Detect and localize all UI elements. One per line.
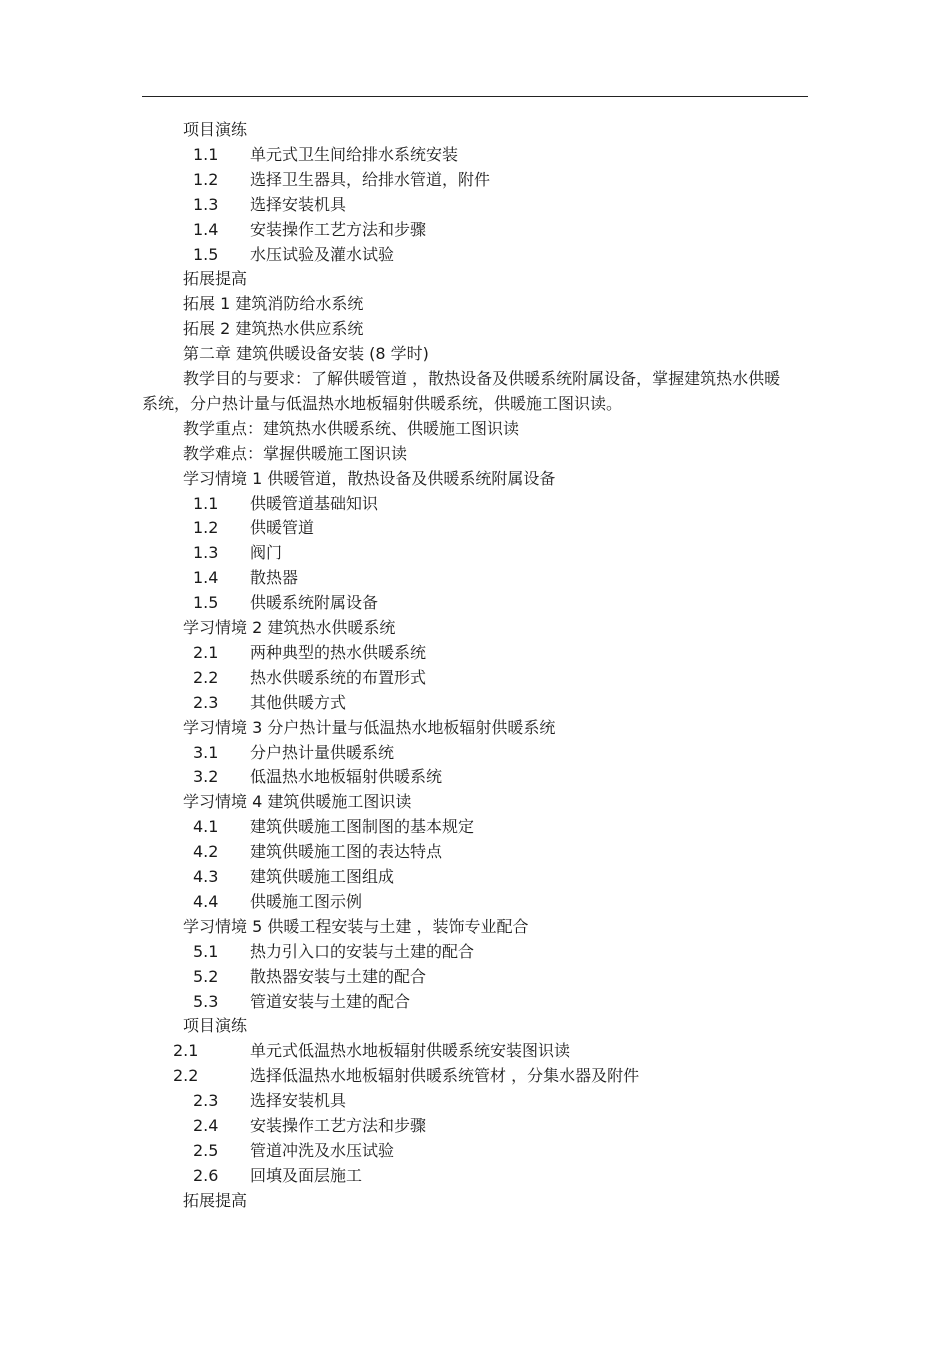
item-number: 5.2: [193, 966, 219, 986]
item-number: 1.5: [193, 244, 219, 264]
list-item: [0, 864, 950, 889]
item-text: 选择卫生器具，给排水管道，附件: [250, 169, 491, 189]
section-heading: 教学重点：建筑热水供暖系统、供暖施工图识读: [183, 418, 520, 438]
list-item: [0, 1138, 950, 1163]
item-number: 1.1: [193, 493, 219, 513]
item-text: 阀门: [250, 543, 283, 563]
item-text: 单元式卫生间给排水系统安装: [250, 144, 459, 164]
list-item: [0, 690, 950, 715]
list-item: [0, 167, 950, 192]
item-text: 管道冲洗及水压试验: [250, 1140, 395, 1160]
item-text: 水压试验及灌水试验: [250, 244, 395, 264]
section-heading: 学习情境 3 分户热计量与低温热水地板辐射供暖系统: [183, 717, 556, 737]
list-item: [0, 590, 950, 615]
item-number: 2.3: [193, 692, 219, 712]
item-number: 2.4: [193, 1116, 219, 1135]
item-number: 4.4: [193, 891, 219, 911]
section-heading: 项目演练: [183, 120, 248, 139]
list-item: [0, 192, 950, 217]
section-heading: 学习情境 2 建筑热水供暖系统: [183, 618, 396, 637]
item-number: 1.4: [193, 219, 219, 239]
item-text: 供暖施工图示例: [250, 891, 363, 911]
section-heading: 拓展 2 建筑热水供应系统: [183, 319, 364, 339]
list-item: [0, 491, 950, 516]
list-item: [0, 889, 950, 914]
item-number: 1.2: [193, 518, 219, 538]
item-text: 安装操作工艺方法和步骤: [250, 1116, 427, 1135]
item-number: 2.1: [193, 642, 219, 662]
item-text: 建筑供暖施工图组成: [250, 867, 395, 886]
item-text: 供暖系统附属设备: [250, 593, 379, 613]
item-text: 回填及面层施工: [250, 1165, 363, 1185]
item-text: 单元式低温热水地板辐射供暖系统安装图识读: [250, 1041, 571, 1061]
list-item: [0, 142, 950, 167]
item-number: 1.1: [193, 144, 219, 164]
list-item: [0, 764, 950, 789]
list-item: [0, 989, 950, 1014]
item-text: 建筑供暖施工图制图的基本规定: [250, 817, 475, 837]
item-text: 选择安装机具: [250, 1091, 347, 1111]
item-number: 1.5: [193, 593, 219, 613]
list-item: [0, 939, 950, 964]
item-text: 分户热计量供暖系统: [250, 742, 395, 762]
item-number: 2.3: [193, 1091, 219, 1111]
item-text: 散热器安装与土建的配合: [250, 966, 427, 986]
item-text: 散热器: [250, 568, 299, 588]
list-item: [0, 740, 950, 765]
item-number: 5.3: [193, 991, 219, 1011]
item-number: 2.1: [173, 1041, 199, 1061]
item-number: 5.1: [193, 941, 219, 961]
header-rule: [142, 96, 808, 97]
item-number: 3.2: [193, 767, 219, 787]
item-text: 低温热水地板辐射供暖系统: [250, 767, 443, 787]
item-number: 4.1: [193, 817, 219, 837]
item-text: 管道安装与土建的配合: [250, 991, 411, 1011]
item-number: 1.2: [193, 169, 219, 189]
list-item: [0, 217, 950, 242]
list-item: [0, 1113, 950, 1138]
item-text: 热水供暖系统的布置形式: [250, 667, 427, 687]
item-text: 其他供暖方式: [250, 692, 347, 712]
list-item: [0, 565, 950, 590]
item-number: 2.2: [193, 667, 219, 687]
item-number: 4.3: [193, 867, 219, 886]
list-item: [0, 1088, 950, 1113]
section-heading: 拓展提高: [183, 269, 248, 289]
section-heading: 学习情境 4 建筑供暖施工图识读: [183, 792, 412, 812]
item-text: 选择低温热水地板辐射供暖系统管材 ，分集水器及附件: [250, 1066, 640, 1086]
list-item: [0, 1163, 950, 1188]
list-item: [0, 1038, 950, 1063]
section-heading: 学习情境 1 供暖管道，散热设备及供暖系统附属设备: [183, 468, 556, 488]
item-number: 2.6: [193, 1165, 219, 1185]
section-heading: 拓展提高: [183, 1190, 248, 1210]
item-number: 1.3: [193, 543, 219, 563]
list-item: [0, 665, 950, 690]
list-item: [0, 540, 950, 565]
section-heading: 拓展 1 建筑消防给水系统: [183, 294, 364, 314]
list-item: [0, 1063, 950, 1088]
item-text: 两种典型的热水供暖系统: [250, 642, 427, 662]
item-number: 2.2: [173, 1066, 199, 1086]
section-heading: 学习情境 5 供暖工程安装与土建 ，装饰专业配合: [183, 916, 529, 936]
list-item: [0, 839, 950, 864]
paragraph-objectives: 教学目的与要求：了解供暖管道 ，散热设备及供暖系统附属设备，掌握建筑热水供暖系统，分户热计量与低温热水地板辐射供暖系统，供暖施工图识读。: [142, 369, 781, 413]
item-number: 2.5: [193, 1140, 219, 1160]
list-item: [0, 242, 950, 267]
list-item: [0, 964, 950, 989]
section-heading: 教学难点：掌握供暖施工图识读: [183, 443, 408, 463]
item-text: 安装操作工艺方法和步骤: [250, 219, 427, 239]
item-text: 热力引入口的安装与土建的配合: [250, 941, 475, 961]
item-number: 4.2: [193, 842, 219, 862]
section-heading: 项目演练: [183, 1016, 248, 1036]
item-number: 1.3: [193, 194, 219, 214]
item-text: 供暖管道: [250, 518, 315, 538]
item-text: 供暖管道基础知识: [250, 493, 379, 513]
item-text: 选择安装机具: [250, 194, 347, 214]
list-item: [0, 814, 950, 839]
list-item: [0, 515, 950, 540]
item-text: 建筑供暖施工图的表达特点: [250, 842, 443, 862]
list-item: [0, 640, 950, 665]
item-number: 3.1: [193, 742, 219, 762]
item-number: 1.4: [193, 568, 219, 588]
section-heading: 第二章 建筑供暖设备安装 (8 学时): [183, 344, 429, 364]
